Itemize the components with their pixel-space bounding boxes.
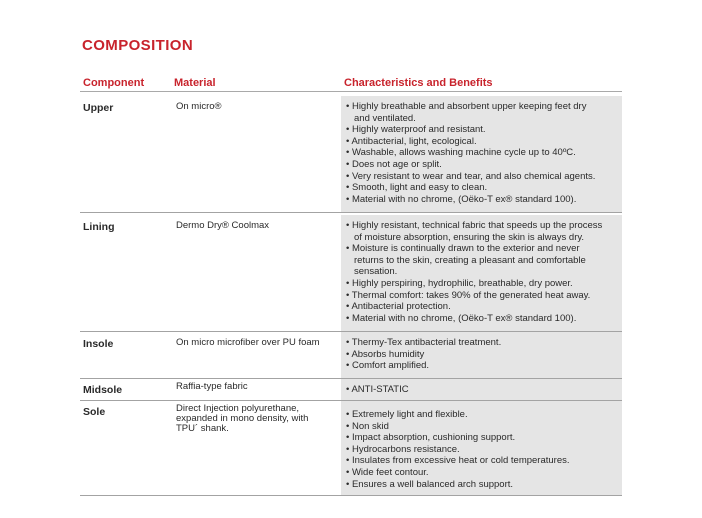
header-component: Component (83, 76, 145, 89)
benefits-cell (339, 215, 622, 331)
benefits-cell (339, 96, 622, 212)
benefit-line: • Very resistant to wear and tear, and also chemical agents. (346, 170, 596, 182)
benefit-line: • Moisture is continually drawn to the exterior and never (346, 243, 580, 255)
benefit-line: • Thermy-Tex antibacterial treatment. (346, 337, 502, 348)
material-line: TPU´ shank. (176, 423, 229, 434)
material-cell: On micro® (168, 96, 339, 212)
benefit-line: • Non skid (346, 420, 389, 432)
component-cell: Midsole (80, 379, 168, 400)
component-cell: Lining (80, 215, 168, 331)
material-cell: On micro microfiber over PU foam (168, 332, 339, 378)
benefit-line: of moisture absorption, ensuring the skin is always dry. (354, 231, 585, 243)
benefits-cell (339, 379, 622, 400)
benefit-line: • Thermal comfort: takes 90% of the generated heat away. (346, 289, 591, 301)
table-row (80, 332, 622, 379)
benefit-line: • Smooth, light and easy to clean. (346, 182, 488, 194)
benefit-line: • Wide feet contour. (346, 466, 429, 478)
benefit-line: • Impact absorption, cushioning support. (346, 432, 516, 444)
page-title: COMPOSITION (82, 37, 194, 54)
benefit-line: • Antibacterial, light, ecological. (346, 135, 477, 147)
header-material: Material (174, 76, 216, 89)
benefit-line: and ventilated. (354, 112, 416, 124)
benefit-line: sensation. (354, 266, 398, 278)
component-cell: Sole (80, 401, 168, 495)
material-cell: Dermo Dry® Coolmax (168, 215, 339, 331)
benefit-line: • Comfort amplified. (346, 360, 430, 372)
benefit-line: • Highly waterproof and resistant. (346, 124, 486, 136)
material-line: expanded in mono density, with (176, 413, 309, 424)
benefit-line: • Absorbs humidity (346, 348, 425, 360)
benefit-line: returns to the skin, creating a pleasant and comfortable (354, 254, 586, 266)
material-line: Direct Injection polyurethane, (176, 403, 300, 414)
composition-table (80, 74, 622, 496)
benefit-line: • ANTI-STATIC (346, 384, 409, 395)
material-cell: Raffia-type fabric (168, 379, 339, 400)
benefit-line: • Does not age or split. (346, 158, 442, 170)
benefit-line: • Extremely light and flexible. (346, 409, 468, 420)
benefit-line: • Material with no chrome, (Oëko-T ex® standard 100). (346, 193, 577, 205)
benefit-line: • Material with no chrome, (Oëko-T ex® standard 100). (346, 312, 577, 324)
table-row (80, 379, 622, 401)
table-row (80, 215, 622, 332)
benefit-line: • Ensures a well balanced arch support. (346, 478, 514, 490)
benefit-line: • Highly resistant, technical fabric that speeds up the process (346, 220, 603, 231)
benefit-line: • Washable, allows washing machine cycle up to 40ºC. (346, 147, 576, 159)
table-header (80, 74, 622, 92)
table-row (80, 96, 622, 213)
benefits-cell (339, 401, 622, 495)
table-row (80, 401, 622, 496)
benefit-line: • Highly breathable and absorbent upper keeping feet dry (346, 101, 587, 112)
component-cell: Insole (80, 332, 168, 378)
benefit-line: • Highly perspiring, hydrophilic, breathable, dry power. (346, 277, 573, 289)
material-cell (168, 401, 339, 495)
header-characteristics: Characteristics and Benefits (344, 76, 493, 89)
benefit-line: • Insulates from excessive heat or cold temperatures. (346, 455, 570, 467)
benefit-line: • Hydrocarbons resistance. (346, 443, 460, 455)
benefits-cell (339, 332, 622, 378)
component-cell: Upper (80, 96, 168, 212)
benefit-line: • Antibacterial protection. (346, 301, 451, 313)
